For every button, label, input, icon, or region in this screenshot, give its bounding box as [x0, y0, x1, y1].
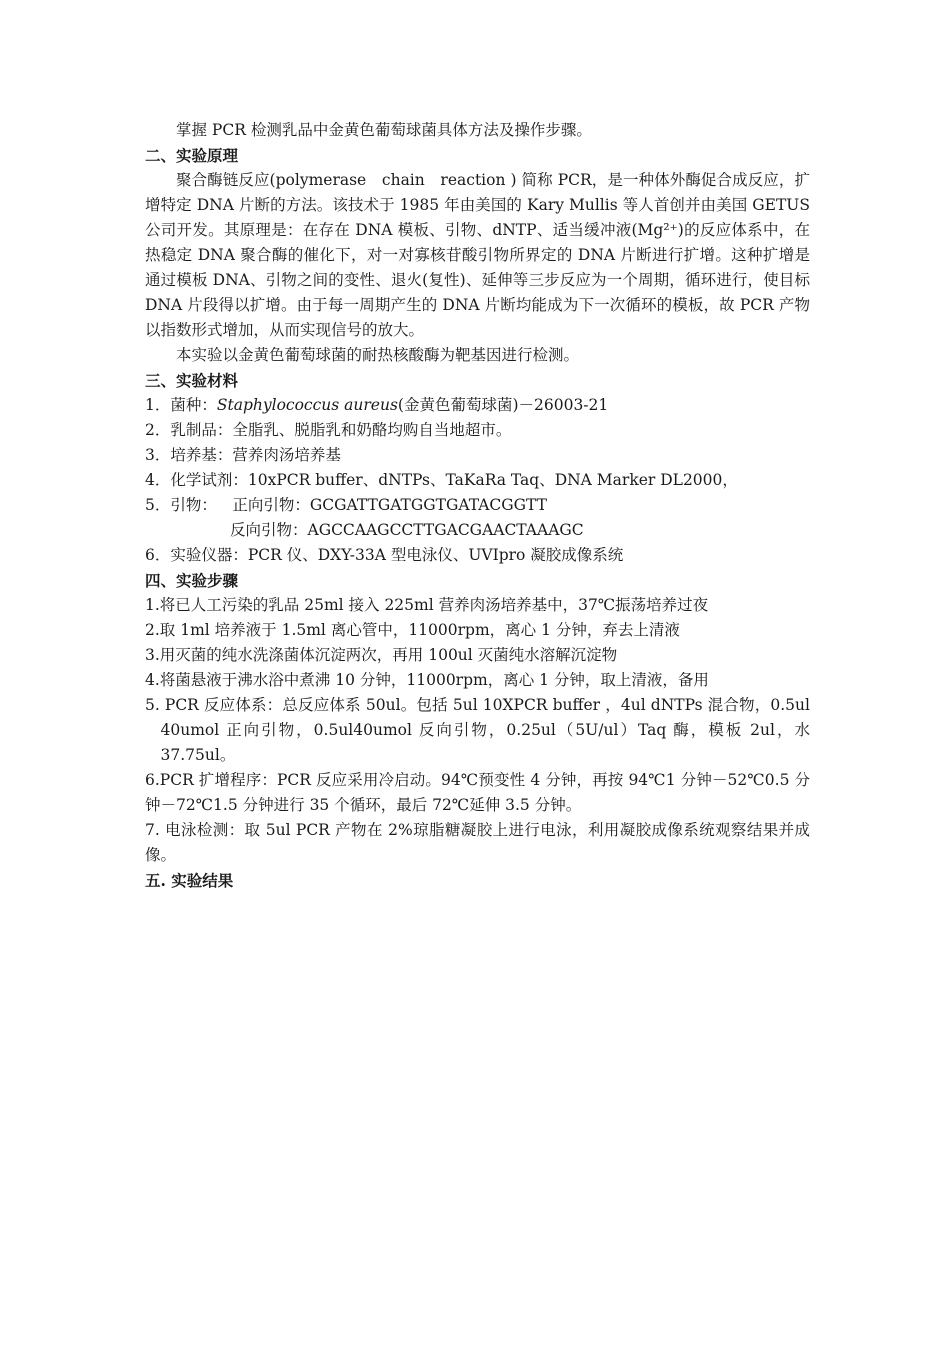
procedure-step-5: 5. PCR 反应体系：总反应体系 50ul。包括 5ul 10XPCR buffer ，4ul dNTPs 混合物，0.5ul 40umol 正向引物，0.5ul40umol 反向引物，0.25ul（5U/ul）Taq 酶，模板 2ul，水 37.75ul。 [145, 696, 810, 764]
target-gene-paragraph: 本实验以金黄色葡萄球菌的耐热核酸酶为靶基因进行检测。 [176, 346, 580, 364]
section-heading-results: 五. 实验结果 [145, 871, 234, 890]
procedure-step-4: 4.将菌悬液于沸水浴中煮沸 10 分钟，11000rpm，离心 1 分钟，取上清液，备用 [145, 671, 709, 689]
section-heading-materials: 三、实验材料 [145, 371, 239, 390]
principle-paragraph: 聚合酶链反应(polymerase chain reaction ) 简称 PCR，是一种体外酶促合成反应，扩增特定 DNA 片断的方法。该技术于 1985 年由美国的 Kary Mullis 等人首创并由美国 GETUS 公司开发。其原理是：在存在 DNA 模板、引物、dNTP、适当缓冲液(Mg²⁺)的反应体系中，在热稳定 DNA 聚合酶的催化下，对一对寡核苷酸引物所界定的 DNA 片断进行扩增。这种扩增是通过模板 DNA、引物之间的变性、退火(复性)、延伸等三步反应为一个周期，循环进行，使目标 DNA 片段得以扩增。由于每一周期产生的 DNA 片断均能成为下一次循环的模板，故 PCR 产物以指数形式增加，从而实现信号的放大。 [145, 171, 810, 339]
procedure-step-7: 7. 电泳检测：取 5ul PCR 产物在 2%琼脂糖凝胶上进行电泳，利用凝胶成像系统观察结果并成像。 [145, 821, 810, 864]
material-item-primers [145, 493, 810, 518]
material-item-medium: 3．培养基：营养肉汤培养基 [145, 446, 341, 464]
procedure-step-3: 3.用灭菌的纯水洗涤菌体沉淀两次，再用 100ul 灭菌纯水溶解沉淀物 [145, 646, 618, 664]
primer-reverse: 反向引物：AGCCAAGCCTTGACGAACTAAAGC [230, 521, 584, 539]
section-heading-procedure: 四、实验步骤 [145, 571, 239, 590]
material-item-reagents: 4．化学试剂：10xPCR buffer、dNTPs、TaKaRa Taq、DNA Marker DL2000， [145, 471, 738, 489]
species-name: Staphylococcus aureus [216, 396, 398, 414]
procedure-step-6: 6.PCR 扩增程序：PCR 反应采用冷启动。94℃预变性 4 分钟，再按 94℃1 分钟－52℃0.5 分钟－72℃1.5 分钟进行 35 个循环，最后 72℃延伸 3.5 分钟。 [145, 771, 810, 814]
material-item-strain-suffix: (金黄色葡萄球菌)－26003-21 [397, 396, 609, 414]
procedure-step-1: 1.将已人工污染的乳品 25ml 接入 225ml 营养肉汤培养基中，37℃振荡培养过夜 [145, 596, 709, 614]
primer-label: 5．引物： [145, 496, 217, 514]
material-item-strain [145, 393, 810, 418]
material-item-dairy: 2．乳制品：全脂乳、脱脂乳和奶酪均购自当地超市。 [145, 421, 512, 439]
objective-text: 掌握 PCR 检测乳品中金黄色葡萄球菌具体方法及操作步骤。 [176, 121, 592, 139]
material-item-instruments: 6．实验仪器：PCR 仪、DXY-33A 型电泳仪、UVIpro 凝胶成像系统 [145, 546, 624, 564]
procedure-step-2: 2.取 1ml 培养液于 1.5ml 离心管中，11000rpm，离心 1 分钟，弃去上清液 [145, 621, 680, 639]
material-item-strain-prefix: 1．菌种： [145, 396, 217, 414]
primer-forward: 正向引物：GCGATTGATGGTGATACGGTT [232, 496, 547, 514]
section-heading-principle: 二、实验原理 [145, 146, 239, 165]
document-page [145, 118, 810, 893]
